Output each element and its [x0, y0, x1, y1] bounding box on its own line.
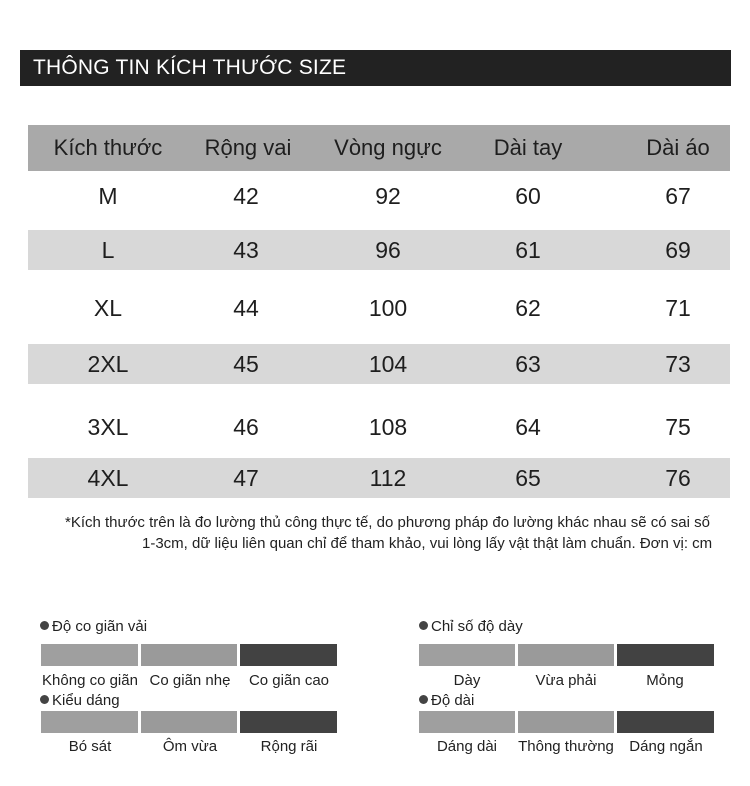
table-row	[28, 176, 730, 216]
cell-chest: 104	[368, 350, 408, 377]
cell-shoulder: 43	[233, 236, 259, 263]
cell-length: 75	[665, 413, 691, 440]
header-length: Dài áo	[646, 135, 710, 160]
table-row	[28, 288, 730, 328]
length-scale-title	[419, 692, 474, 709]
length-bar-short	[617, 711, 714, 733]
length-title-text: Độ dài	[431, 692, 475, 709]
cell-length: 73	[665, 350, 691, 377]
stretch-label-high: Co giãn cao	[248, 672, 330, 689]
cell-sleeve: 62	[515, 294, 541, 321]
cell-chest: 96	[375, 236, 401, 263]
fit-bar-slim	[41, 711, 138, 733]
stretch-label-low: Không co giãn	[42, 672, 138, 689]
cell-length: 76	[665, 464, 691, 491]
section-banner	[20, 50, 731, 86]
cell-sleeve: 61	[515, 236, 541, 263]
length-label-long: Dáng dài	[436, 738, 498, 755]
table-row	[28, 344, 730, 384]
thickness-bar-thin	[617, 644, 714, 666]
length-label-normal: Thông thường	[518, 738, 614, 755]
fit-title-text: Kiểu dáng	[52, 692, 120, 709]
cell-chest: 112	[369, 464, 407, 491]
length-bar-long	[419, 711, 515, 733]
cell-shoulder: 46	[233, 413, 259, 440]
header-size: Kích thước	[53, 135, 163, 160]
cell-shoulder: 47	[233, 464, 259, 491]
table-row	[28, 407, 730, 447]
cell-shoulder: 44	[233, 294, 259, 321]
thickness-label-thin: Mỏng	[646, 672, 684, 689]
cell-length: 67	[665, 182, 691, 209]
header-chest: Vòng ngực	[334, 135, 442, 160]
thickness-title-text: Chỉ số độ dày	[431, 618, 523, 635]
bullet-dot-icon	[40, 695, 49, 704]
thickness-label-thick: Dày	[453, 672, 481, 689]
thickness-scale-title	[419, 618, 523, 635]
table-header-row	[28, 125, 730, 171]
stretch-bar-low	[41, 644, 138, 666]
cell-size: 2XL	[87, 350, 129, 377]
cell-chest: 108	[368, 413, 408, 440]
cell-shoulder: 45	[233, 350, 259, 377]
table-row	[28, 230, 730, 270]
table-row	[28, 458, 730, 498]
bullet-dot-icon	[40, 621, 49, 630]
header-shoulder: Rộng vai	[204, 135, 292, 160]
fit-bar-regular	[141, 711, 237, 733]
length-bar-normal	[518, 711, 614, 733]
stretch-scale-title	[40, 618, 147, 635]
cell-size: L	[101, 236, 115, 263]
cell-sleeve: 60	[515, 182, 541, 209]
thickness-bar-medium	[518, 644, 614, 666]
thickness-label-medium: Vừa phải	[535, 672, 597, 689]
fit-bar-loose	[240, 711, 337, 733]
cell-size: M	[98, 182, 118, 209]
cell-sleeve: 63	[515, 350, 541, 377]
cell-size: XL	[93, 294, 123, 321]
cell-size: 3XL	[87, 413, 129, 440]
cell-shoulder: 42	[233, 182, 259, 209]
bullet-dot-icon	[419, 621, 428, 630]
length-label-short: Dáng ngắn	[629, 738, 703, 755]
stretch-bar-high	[240, 644, 337, 666]
stretch-title-text: Độ co giãn vải	[52, 618, 148, 635]
fit-label-regular: Ôm vừa	[162, 738, 218, 755]
banner-title: THÔNG TIN KÍCH THƯỚC SIZE	[33, 56, 347, 79]
cell-length: 71	[665, 294, 691, 321]
cell-size: 4XL	[87, 464, 129, 491]
note-line-2: 1-3cm, dữ liệu liên quan chỉ để tham khảo, vui lòng lấy vật thật làm chuẩn. Đơn vị: cm	[142, 535, 713, 552]
bullet-dot-icon	[419, 695, 428, 704]
cell-sleeve: 65	[515, 464, 541, 491]
cell-chest: 92	[375, 182, 401, 209]
thickness-bar-thick	[419, 644, 515, 666]
fit-scale-title	[40, 692, 120, 709]
note-line-1: *Kích thước trên là đo lường thủ công thực tế, do phương pháp đo lường khác nhau sẽ có sai số	[65, 514, 710, 531]
stretch-label-mid: Co giãn nhẹ	[149, 672, 231, 689]
cell-sleeve: 64	[515, 413, 541, 440]
fit-label-loose: Rộng rãi	[260, 738, 318, 755]
fit-label-slim: Bó sát	[68, 738, 112, 755]
header-sleeve: Dài tay	[493, 135, 563, 160]
cell-length: 69	[665, 236, 691, 263]
cell-chest: 100	[368, 294, 408, 321]
stretch-bar-mid	[141, 644, 237, 666]
